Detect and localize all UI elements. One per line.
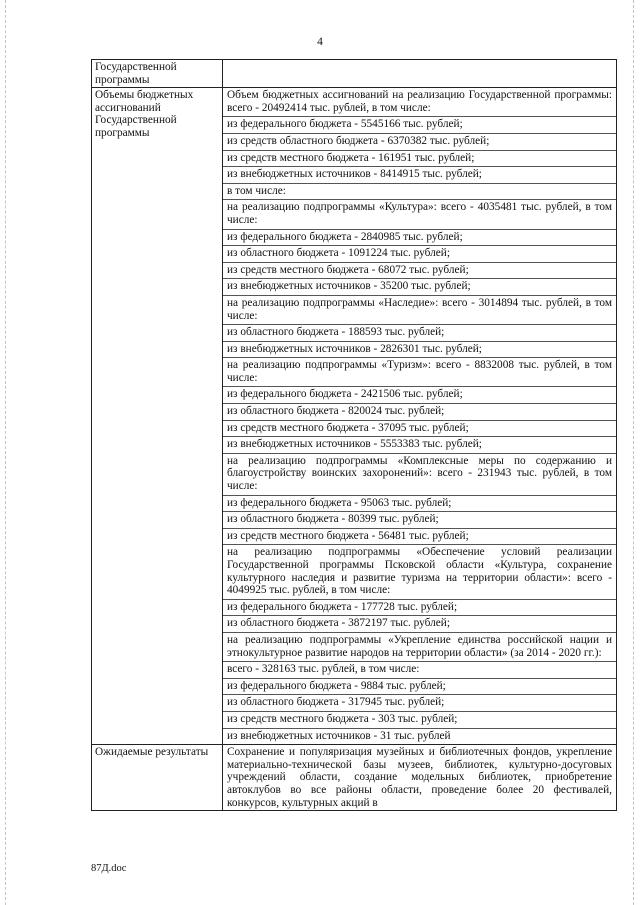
budget-line: из областного бюджета - 1091224 тыс. рублей; — [223, 245, 616, 262]
right-margin-dash-line — [633, 0, 634, 905]
budget-line: из федерального бюджета - 2840985 тыс. рублей; — [223, 229, 616, 246]
budget-line: всего - 328163 тыс. рублей, в том числе: — [223, 661, 616, 678]
budget-line: из внебюджетных источников - 5553383 тыс. рублей; — [223, 436, 616, 453]
results-text: Сохранение и популяризация музейных и библиотечных фондов, укрепление материально-технической базы музеев, библиотек, культурно-досуговых учреждений области, создание модельных библиотек, приобретение автоклубов во все районы области, проведение более 20 фестивалей, конкурсов, культурных акций в — [223, 745, 617, 811]
budget-line: из областного бюджета - 317945 тыс. рублей; — [223, 694, 616, 711]
budget-line: из областного бюджета - 80399 тыс. рублей; — [223, 511, 616, 528]
budget-line: из средств местного бюджета - 56481 тыс. рублей; — [223, 528, 616, 545]
budget-line: из средств областного бюджета - 6370382 тыс. рублей; — [223, 133, 616, 150]
table-row-budget — [92, 88, 617, 745]
budget-line: из внебюджетных источников - 8414915 тыс. рублей; — [223, 166, 616, 183]
budget-line: из средств местного бюджета - 37095 тыс. рублей; — [223, 420, 616, 437]
page-number: 4 — [317, 36, 323, 48]
budget-line: из федерального бюджета - 5545166 тыс. рублей; — [223, 116, 616, 133]
budget-line: в том числе: — [223, 183, 616, 200]
budget-line: из федерального бюджета - 95063 тыс. рублей; — [223, 495, 616, 512]
budget-line: на реализацию подпрограммы «Комплексные меры по содержанию и благоустройству воинских захоронений»: всего - 231943 тыс. рублей, в том числе: — [223, 453, 616, 495]
row-value-empty — [223, 60, 617, 88]
budget-line: на реализацию подпрограммы «Обеспечение условий реализации Государственной программы Псковской области «Культура, сохранение культурного наследия и развитие туризма на территории области»: всего - 4049925 тыс. рублей, в том числе: — [223, 544, 616, 598]
budget-line: на реализацию подпрограммы «Туризм»: всего - 8832008 тыс. рублей, в том числе: — [223, 357, 616, 386]
row-label: Ожидаемые результаты — [92, 745, 223, 811]
table-row-results — [92, 745, 617, 811]
budget-line: из областного бюджета - 3872197 тыс. рублей; — [223, 615, 616, 632]
budget-line: Объем бюджетных ассигнований на реализацию Государственной программы: всего - 20492414 тыс. рублей, в том числе: — [227, 89, 612, 114]
program-passport-table — [91, 59, 617, 811]
budget-line: на реализацию подпрограммы «Наследие»: всего - 3014894 тыс. рублей, в том числе: — [223, 295, 616, 324]
budget-lines — [223, 88, 617, 745]
budget-line: из средств местного бюджета - 68072 тыс. рублей; — [223, 262, 616, 279]
budget-line: из федерального бюджета - 2421506 тыс. рублей; — [223, 386, 616, 403]
budget-line: из внебюджетных источников - 31 тыс. рублей — [223, 728, 616, 745]
table-row-program-header — [92, 60, 617, 88]
budget-line: из областного бюджета - 820024 тыс. рублей; — [223, 403, 616, 420]
row-label: Объемы бюджетных ассигнований Государственной программы — [92, 88, 223, 745]
row-label: Государственной программы — [92, 60, 223, 88]
left-margin-dash-line — [5, 0, 6, 905]
footer-filename: 87Д.doc — [91, 863, 127, 874]
budget-line: из внебюджетных источников - 35200 тыс. рублей; — [223, 278, 616, 295]
budget-line: на реализацию подпрограммы «Культура»: всего - 4035481 тыс. рублей, в том числе: — [223, 199, 616, 228]
budget-line: из федерального бюджета - 177728 тыс. рублей; — [223, 599, 616, 616]
budget-line: из средств местного бюджета - 161951 тыс. рублей; — [223, 150, 616, 167]
budget-line: на реализацию подпрограммы «Укрепление единства российской нации и этнокультурное развитие народов на территории области» (за 2014 - 2020 гг.): — [223, 632, 616, 661]
budget-line: из средств местного бюджета - 303 тыс. рублей; — [223, 711, 616, 728]
budget-line: из федерального бюджета - 9884 тыс. рублей; — [223, 678, 616, 695]
budget-line: из областного бюджета - 188593 тыс. рублей; — [223, 324, 616, 341]
budget-line: из внебюджетных источников - 2826301 тыс. рублей; — [223, 341, 616, 358]
